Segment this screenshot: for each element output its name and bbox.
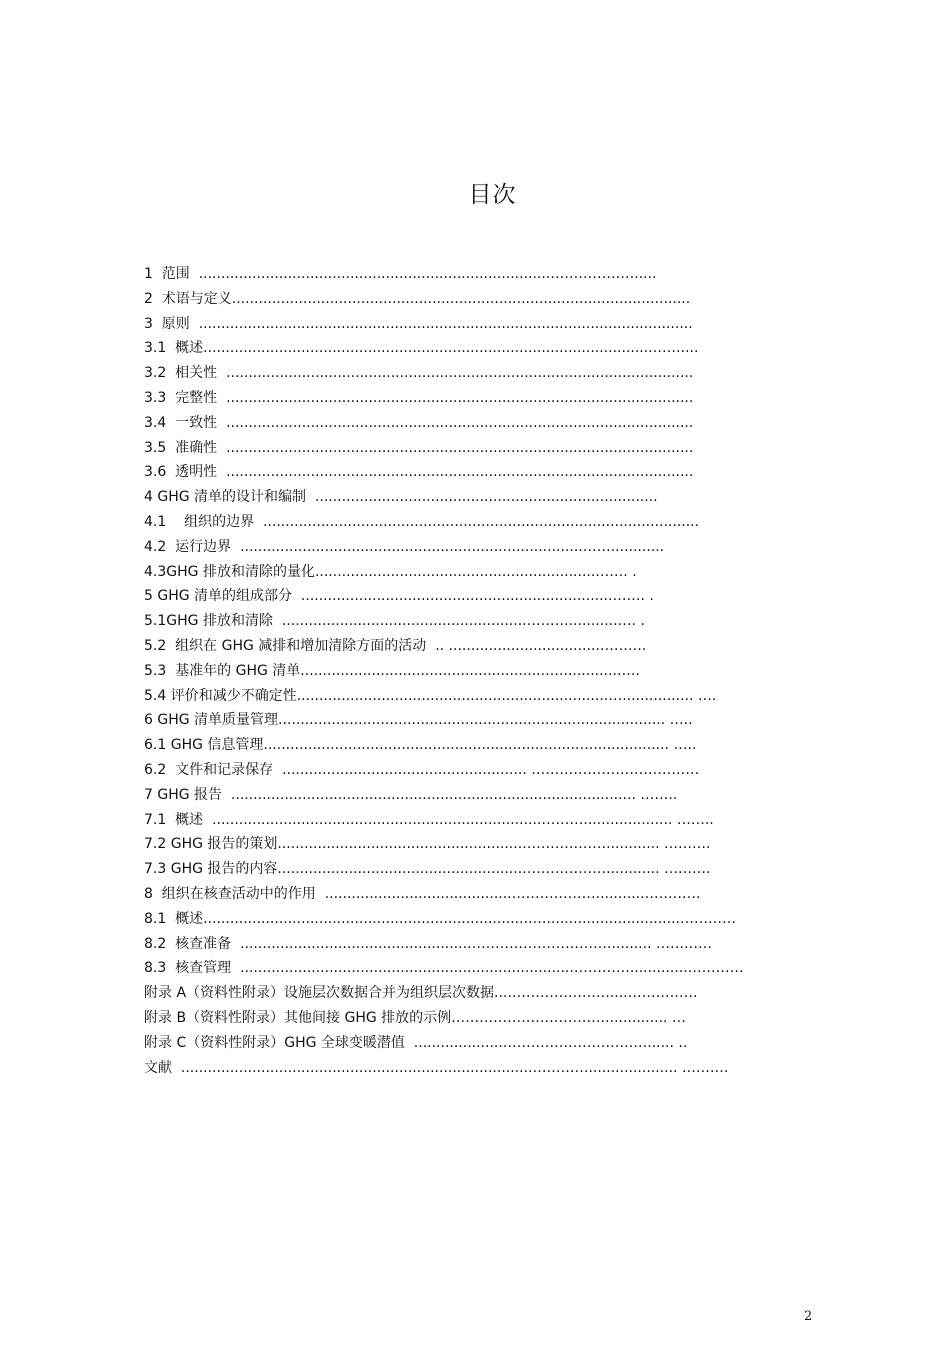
toc-entry-3-principles[interactable]: 3 原则 ............................................................................................................... [144, 315, 693, 332]
toc-entry-3-1[interactable]: 3.1 概述.....................................................................................................…….... [144, 340, 699, 357]
toc-entry-4[interactable]: 4 GHG 清单的设计和编制 ............................................................................. [144, 489, 658, 506]
toc-entry-3-2[interactable]: 3.2 相关性 ......................................................................................................... [144, 365, 694, 382]
toc-entry-bibliography[interactable]: 文献 ...............................................................................………….................... ………. [144, 1059, 729, 1076]
toc-entry-6-1[interactable]: 6.1 GHG 信息管理......................................................................….................. ….. [144, 737, 697, 754]
toc-entry-4-2[interactable]: 4.2 运行边界 .............................................................................……............ [144, 538, 665, 555]
toc-entry-3-6[interactable]: 3.6 透明性 ......................................................................................................... [144, 464, 694, 481]
table-of-contents [144, 262, 844, 1080]
toc-entry-2-terms[interactable]: 2 术语与定义....................................................................................................... [144, 290, 691, 307]
toc-entry-4-3[interactable]: 4.3GHG 排放和清除的量化...............................................................……. . [144, 563, 637, 580]
toc-entry-7-2[interactable]: 7.2 GHG 报告的策划.......................................................………………............ ………. [144, 836, 711, 853]
page-number: 2 [804, 1309, 813, 1324]
toc-entry-5-2[interactable]: 5.2 组织在 GHG 减排和增加清除方面的活动 .. ..................................………. [144, 637, 647, 654]
toc-entry-3-3[interactable]: 3.3 完整性 ......................................................................................................... [144, 389, 694, 406]
toc-entry-7[interactable]: 7 GHG 报告 ........................................................................................... …….. [144, 786, 678, 803]
toc-entry-appendix-a[interactable]: 附录 A（资料性附录）设施层次数据合并为组织层次数据....…………………....…………… [144, 985, 698, 1002]
toc-entry-5-1[interactable]: 5.1GHG 排放和清除 .......................................................………...........…. . [144, 613, 645, 630]
toc-entry-3-5[interactable]: 3.5 准确性 ......................................................................................................... [144, 439, 694, 456]
toc-entry-4-1[interactable]: 4.1 组织的边界 .................................................................................................. [144, 513, 700, 530]
toc-entry-6-2[interactable]: 6.2 文件和记录保存 ....................................................... ……………………………… [144, 761, 700, 778]
toc-entry-3-4[interactable]: 3.4 一致性 ......................................................................................................... [144, 414, 694, 431]
toc-entry-6[interactable]: 6 GHG 清单质量管理....................................................................................... ….. [144, 712, 693, 729]
toc-entry-5-4[interactable]: 5.4 评价和减少不确定性......................................................................…................ …. [144, 687, 717, 704]
toc-entry-5-3[interactable]: 5.3 基准年的 GHG 清单.......................................................….............….. [144, 662, 640, 679]
toc-entry-8-1[interactable]: 8.1 概述..........................................................................…..............................………… [144, 910, 736, 927]
toc-entry-8[interactable]: 8 组织在核查活动中的作用 ..........................................………………...........………… [144, 885, 701, 902]
toc-entry-8-3[interactable]: 8.3 核查管理 ...........................................................................………….............………… [144, 960, 744, 977]
toc-entry-5[interactable]: 5 GHG 清单的组成部分 ......................................................................……. . [144, 588, 654, 605]
toc-entry-7-3[interactable]: 7.3 GHG 报告的内容.......................................................………………............ ………. [144, 861, 711, 878]
toc-entry-8-2[interactable]: 8.2 核查准备 ...................................................………………………….......... ………… [144, 935, 712, 952]
page-title: 目次 [468, 182, 517, 208]
toc-entry-appendix-c[interactable]: 附录 C（资料性附录）GHG 全球变暖潜值 ....................……………………….…...... .. [144, 1034, 688, 1051]
toc-entry-1-scope[interactable]: 1 范围 ...............................................................................………………..... [144, 266, 657, 282]
toc-entry-7-1[interactable]: 7.1 概述 ..........................................................................……….................... …….. [144, 811, 714, 828]
toc-entry-appendix-b[interactable]: 附录 B（资料性附录）其他间接 GHG 排放的示例…………………………….............. … [144, 1009, 686, 1026]
